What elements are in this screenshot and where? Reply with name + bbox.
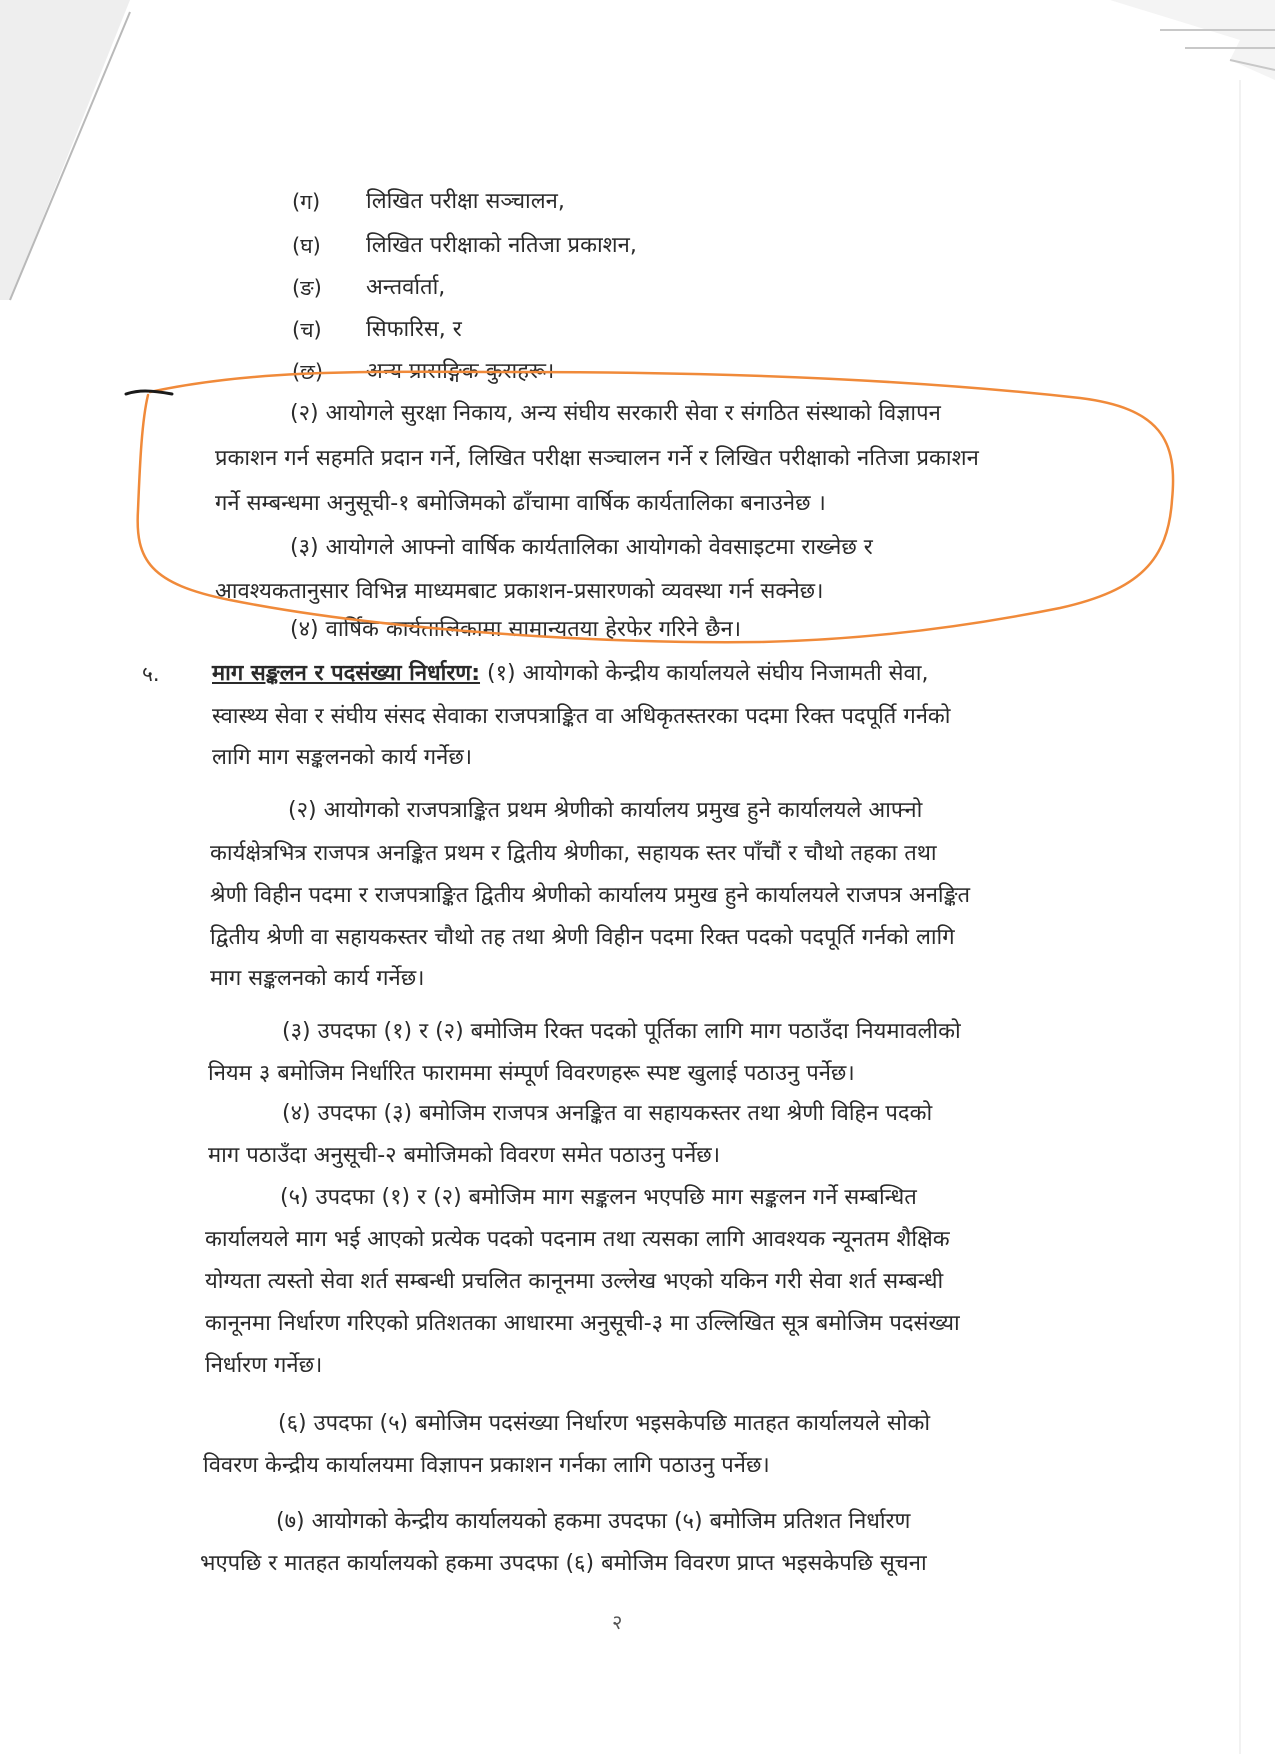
paragraph-line: आवश्यकतानुसार विभिन्न माध्यमबाट प्रकाशन-प्रसारणको व्यवस्था गर्न सक्नेछ। — [215, 579, 824, 604]
paragraph-line: नियम ३ बमोजिम निर्धारित फाराममा संम्पूर्ण विवरणहरू स्पष्ट खुलाई पठाउनु पर्नेछ। — [208, 1061, 855, 1086]
paragraph-line: (६) उपदफा (५) बमोजिम पदसंख्या निर्धारण भइसकेपछि मातहत कार्यालयले सोको — [278, 1411, 931, 1436]
section-heading-line — [212, 660, 928, 688]
paragraph-line: गर्ने सम्बन्धमा अनुसूची-१ बमोजिमको ढाँचामा वार्षिक कार्यतालिका बनाउनेछ । — [215, 491, 826, 516]
paragraph-line: श्रेणी विहीन पदमा र राजपत्राङ्कित द्वितीय श्रेणीको कार्यालय प्रमुख हुने कार्यालयले राजपत्र अनङ्कित — [210, 883, 971, 908]
paragraph-line: (४) उपदफा (३) बमोजिम राजपत्र अनङ्कित वा सहायकस्तर तथा श्रेणी विहिन पदको — [282, 1101, 933, 1126]
paragraph-line: माग सङ्कलनको कार्य गर्नेछ। — [210, 966, 425, 991]
paragraph-line: कानूनमा निर्धारण गरिएको प्रतिशतका आधारमा अनुसूची-३ मा उल्लिखित सूत्र बमोजिम पदसंख्या — [205, 1311, 960, 1336]
paragraph-line: (२) आयोगको राजपत्राङ्कित प्रथम श्रेणीको कार्यालय प्रमुख हुने कार्यालयले आफ्नो — [288, 798, 923, 823]
paragraph-line: माग पठाउँदा अनुसूची-२ बमोजिमको विवरण समेत पठाउनु पर्नेछ। — [208, 1143, 721, 1168]
list-marker: (च) — [292, 318, 322, 342]
paragraph-line: निर्धारण गर्नेछ। — [205, 1353, 323, 1378]
paragraph-line: (३) उपदफा (१) र (२) बमोजिम रिक्त पदको पूर्तिका लागि माग पठाउँदा नियमावलीको — [282, 1019, 961, 1044]
paragraph-line: लागि माग सङ्कलनको कार्य गर्नेछ। — [212, 745, 473, 770]
paragraph-line: (५) उपदफा (१) र (२) बमोजिम माग सङ्कलन भएपछि माग सङ्कलन गर्ने सम्बन्धित — [280, 1185, 917, 1210]
list-item-text: अन्य प्रासङ्गिक कुराहरू। — [366, 359, 555, 384]
list-item-text: लिखित परीक्षा सञ्चालन, — [366, 189, 565, 214]
page-number: २ — [612, 1610, 623, 1634]
paragraph-line: प्रकाशन गर्न सहमति प्रदान गर्ने, लिखित परीक्षा सञ्चालन गर्ने र लिखित परीक्षाको नतिजा प्रकाशन — [215, 446, 979, 471]
paragraph-line: विवरण केन्द्रीय कार्यालयमा विज्ञापन प्रकाशन गर्नका लागि पठाउनु पर्नेछ। — [203, 1453, 770, 1478]
list-marker: (घ) — [292, 234, 321, 258]
paragraph-line: योग्यता त्यस्तो सेवा शर्त सम्बन्धी प्रचलित कानूनमा उल्लेख भएको यकिन गरी सेवा शर्त सम्बन्धी — [205, 1269, 944, 1294]
list-marker: (छ) — [292, 360, 324, 384]
paragraph-line: द्वितीय श्रेणी वा सहायकस्तर चौथो तह तथा श्रेणी विहीन पदमा रिक्त पदको पदपूर्ति गर्नको लागि — [210, 925, 955, 950]
section-heading: माग सङ्कलन र पदसंख्या निर्धारण: — [212, 661, 481, 686]
paragraph-line: कार्यालयले माग भई आएको प्रत्येक पदको पदनाम तथा त्यसका लागि आवश्यक न्यूनतम शैक्षिक — [205, 1227, 950, 1252]
paragraph-line: (२) आयोगले सुरक्षा निकाय, अन्य संघीय सरकारी सेवा र संगठित संस्थाको विज्ञापन — [290, 401, 941, 426]
paragraph-line: (७) आयोगको केन्द्रीय कार्यालयको हकमा उपदफा (५) बमोजिम प्रतिशत निर्धारण — [276, 1509, 911, 1534]
paragraph-line: (१) आयोगको केन्द्रीय कार्यालयले संघीय निजामती सेवा, — [487, 661, 929, 686]
section-number: ५. — [142, 662, 160, 686]
list-marker: (ङ) — [292, 276, 322, 300]
paragraph-line: भएपछि र मातहत कार्यालयको हकमा उपदफा (६) बमोजिम विवरण प्राप्त भइसकेपछि सूचना — [200, 1551, 927, 1576]
list-item-text: लिखित परीक्षाको नतिजा प्रकाशन, — [366, 233, 637, 258]
clause-4-4: (४) वार्षिक कार्यतालिकामा सामान्यतया हेरफेर गरिने छैन। — [290, 617, 742, 642]
paragraph-line: (३) आयोगले आफ्नो वार्षिक कार्यतालिका आयोगको वेवसाइटमा राख्नेछ र — [290, 535, 873, 560]
list-item-text: सिफारिस, र — [366, 317, 462, 342]
list-item-text: अन्तर्वार्ता, — [366, 275, 446, 300]
list-marker: (ग) — [292, 190, 321, 214]
paragraph-line: स्वास्थ्य सेवा र संघीय संसद सेवाका राजपत्राङ्कित वा अधिकृतस्तरका पदमा रिक्त पदपूर्ति गर्नको — [212, 704, 951, 729]
paragraph-line: कार्यक्षेत्रभित्र राजपत्र अनङ्कित प्रथम र द्वितीय श्रेणीका, सहायक स्तर पाँचौं र चौथो तहका तथा — [210, 841, 937, 866]
